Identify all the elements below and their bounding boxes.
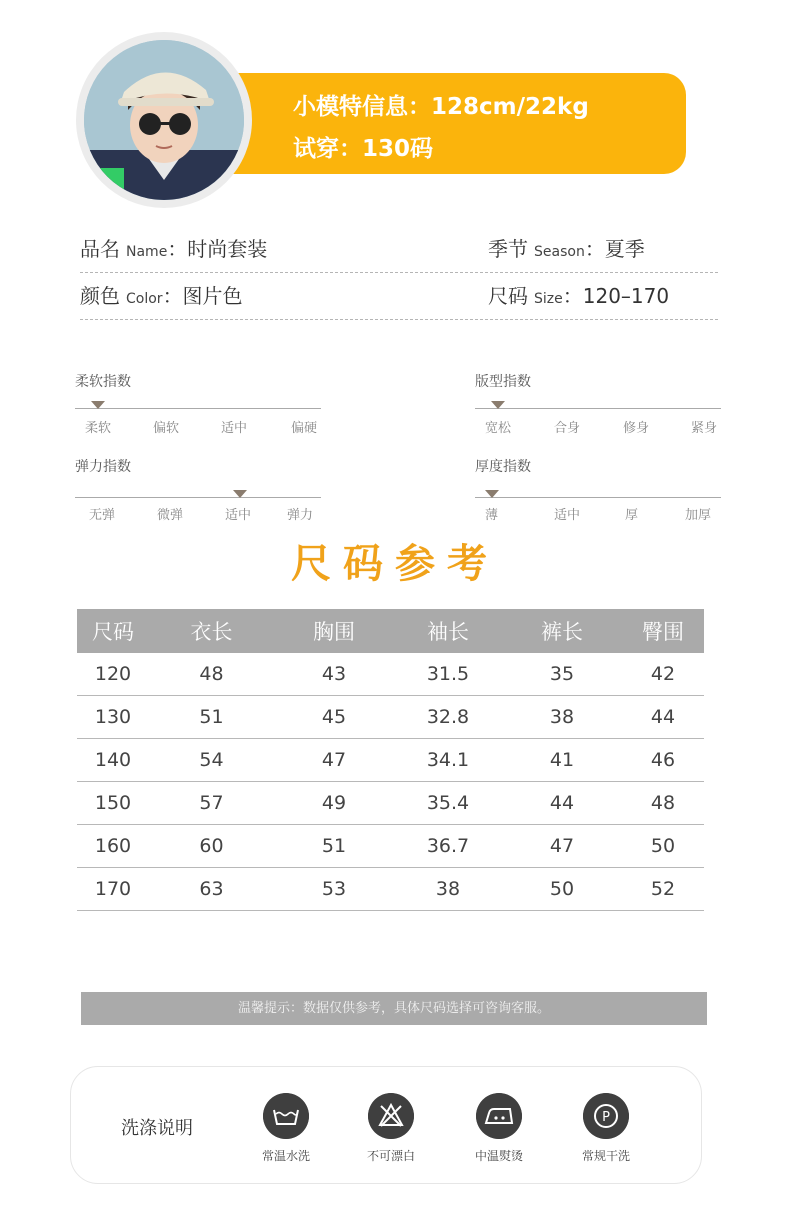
size-label-en: Size xyxy=(534,291,563,307)
info-row-name-season xyxy=(80,225,718,273)
tip-bar: 温馨提示：数据仅供参考，具体尺码选择可咨询客服。 xyxy=(81,992,707,1025)
index-option: 宽松 xyxy=(485,421,512,436)
table-cell: 42 xyxy=(650,663,676,685)
season-value: ：夏季 xyxy=(584,237,645,261)
table-cell: 48 xyxy=(650,792,676,814)
table-cell: 35 xyxy=(549,663,575,685)
column-header: 尺码 xyxy=(92,620,134,644)
model-photo xyxy=(84,40,244,200)
info-row-color-size xyxy=(80,272,718,320)
index-scale-line xyxy=(475,497,721,498)
column-header: 胸围 xyxy=(313,620,355,644)
color-label: 颜色 xyxy=(80,284,120,308)
table-cell: 32.8 xyxy=(426,706,470,728)
try-on-size-text: 试穿：130码 xyxy=(293,136,434,162)
index-option: 紧身 xyxy=(691,421,718,436)
index-marker xyxy=(91,401,105,409)
wash-title: 洗涤说明 xyxy=(121,1118,193,1139)
table-row xyxy=(77,868,704,911)
size-range xyxy=(488,280,669,309)
table-cell: 50 xyxy=(650,835,676,857)
index-scale-line xyxy=(75,497,321,498)
index-marker xyxy=(491,401,505,409)
no-bleach-icon xyxy=(368,1093,414,1139)
index-option: 无弹 xyxy=(89,508,116,523)
table-row xyxy=(77,782,704,825)
column-header: 裤长 xyxy=(541,620,583,644)
table-cell: 44 xyxy=(650,706,676,728)
care-item-wash xyxy=(241,1093,331,1164)
index-option: 适中 xyxy=(225,508,252,523)
table-cell: 47 xyxy=(549,835,575,857)
svg-text:P: P xyxy=(602,1110,610,1125)
index-option: 合身 xyxy=(554,421,581,436)
table-cell: 44 xyxy=(549,792,575,814)
table-cell: 36.7 xyxy=(426,835,470,857)
table-cell: 49 xyxy=(321,792,347,814)
color-label-en: Color xyxy=(126,291,163,307)
table-cell: 170 xyxy=(94,878,132,900)
table-cell: 51 xyxy=(199,706,224,728)
table-cell: 45 xyxy=(321,706,347,728)
wash-instructions-panel xyxy=(70,1066,702,1184)
column-header: 衣长 xyxy=(190,620,233,644)
index-option: 适中 xyxy=(554,508,581,523)
dry-clean-icon xyxy=(583,1093,629,1139)
table-cell: 43 xyxy=(321,663,347,685)
table-row xyxy=(77,739,704,782)
thickness-index xyxy=(475,456,723,523)
index-title: 版型指数 xyxy=(475,374,531,390)
table-cell: 38 xyxy=(549,706,575,728)
size-label: 尺码 xyxy=(488,284,528,308)
care-label: 常温水洗 xyxy=(261,1149,310,1163)
index-option: 柔软 xyxy=(85,421,112,436)
color xyxy=(80,280,243,309)
table-row xyxy=(77,653,704,696)
size-range-value: ：120–170 xyxy=(562,284,670,308)
index-option: 偏软 xyxy=(153,421,180,436)
table-cell: 140 xyxy=(94,749,132,771)
index-option: 微弹 xyxy=(157,508,184,523)
care-label: 不可漂白 xyxy=(366,1149,415,1163)
table-cell: 38 xyxy=(435,878,461,900)
table-cell: 63 xyxy=(199,878,224,900)
care-item-dry-clean xyxy=(561,1093,651,1164)
table-cell: 130 xyxy=(94,706,132,728)
index-option: 偏硬 xyxy=(291,421,318,436)
index-option: 修身 xyxy=(623,421,650,436)
size-chart-title: 尺码参考 xyxy=(291,541,499,587)
table-cell: 54 xyxy=(199,749,224,771)
wash-tub-icon xyxy=(263,1093,309,1139)
season xyxy=(488,233,645,262)
index-title: 柔软指数 xyxy=(75,374,131,390)
product-name-label: 品名 xyxy=(80,237,120,261)
table-cell: 60 xyxy=(199,835,224,857)
care-label: 常规干洗 xyxy=(581,1149,630,1163)
table-cell: 31.5 xyxy=(426,663,470,685)
season-label-en: Season xyxy=(534,244,585,260)
index-title: 弹力指数 xyxy=(75,459,131,475)
table-cell: 53 xyxy=(321,878,347,900)
index-option: 弹力 xyxy=(287,508,314,523)
table-cell: 57 xyxy=(199,792,224,814)
table-cell: 120 xyxy=(94,663,132,685)
care-label: 中温熨烫 xyxy=(474,1149,523,1163)
color-value: ：图片色 xyxy=(162,284,243,308)
product-name xyxy=(80,233,267,262)
index-scale-line xyxy=(475,408,721,409)
table-cell: 50 xyxy=(549,878,575,900)
table-cell: 46 xyxy=(650,749,676,771)
table-cell: 35.4 xyxy=(426,792,470,814)
model-info-text: 小模特信息：128cm/22kg xyxy=(293,94,589,120)
product-name-value: ：时尚套装 xyxy=(167,237,268,261)
elasticity-index xyxy=(75,456,323,523)
table-row xyxy=(77,696,704,739)
table-cell: 41 xyxy=(549,749,575,771)
index-option: 加厚 xyxy=(685,508,712,523)
table-cell: 160 xyxy=(94,835,132,857)
product-name-label-en: Name xyxy=(126,244,168,260)
index-title: 厚度指数 xyxy=(475,459,531,475)
model-avatar xyxy=(84,40,244,200)
table-cell: 48 xyxy=(199,663,224,685)
column-header: 臀围 xyxy=(642,620,684,644)
index-scale-line xyxy=(75,408,321,409)
index-marker xyxy=(485,490,499,498)
column-header: 袖长 xyxy=(427,620,469,644)
table-cell: 47 xyxy=(321,749,347,771)
table-cell: 52 xyxy=(650,878,676,900)
fit-index xyxy=(475,371,723,436)
iron-icon xyxy=(476,1093,522,1139)
index-option: 薄 xyxy=(485,508,499,523)
softness-index xyxy=(75,371,323,436)
season-label: 季节 xyxy=(488,237,528,261)
care-item-iron xyxy=(454,1093,544,1164)
table-row xyxy=(77,825,704,868)
table-cell: 34.1 xyxy=(426,749,470,771)
size-table-header xyxy=(77,609,704,653)
size-table xyxy=(77,609,704,911)
index-marker xyxy=(233,490,247,498)
table-cell: 150 xyxy=(94,792,132,814)
table-cell: 51 xyxy=(321,835,347,857)
index-option: 适中 xyxy=(221,421,248,436)
care-item-bleach xyxy=(346,1093,436,1164)
index-option: 厚 xyxy=(625,508,639,523)
